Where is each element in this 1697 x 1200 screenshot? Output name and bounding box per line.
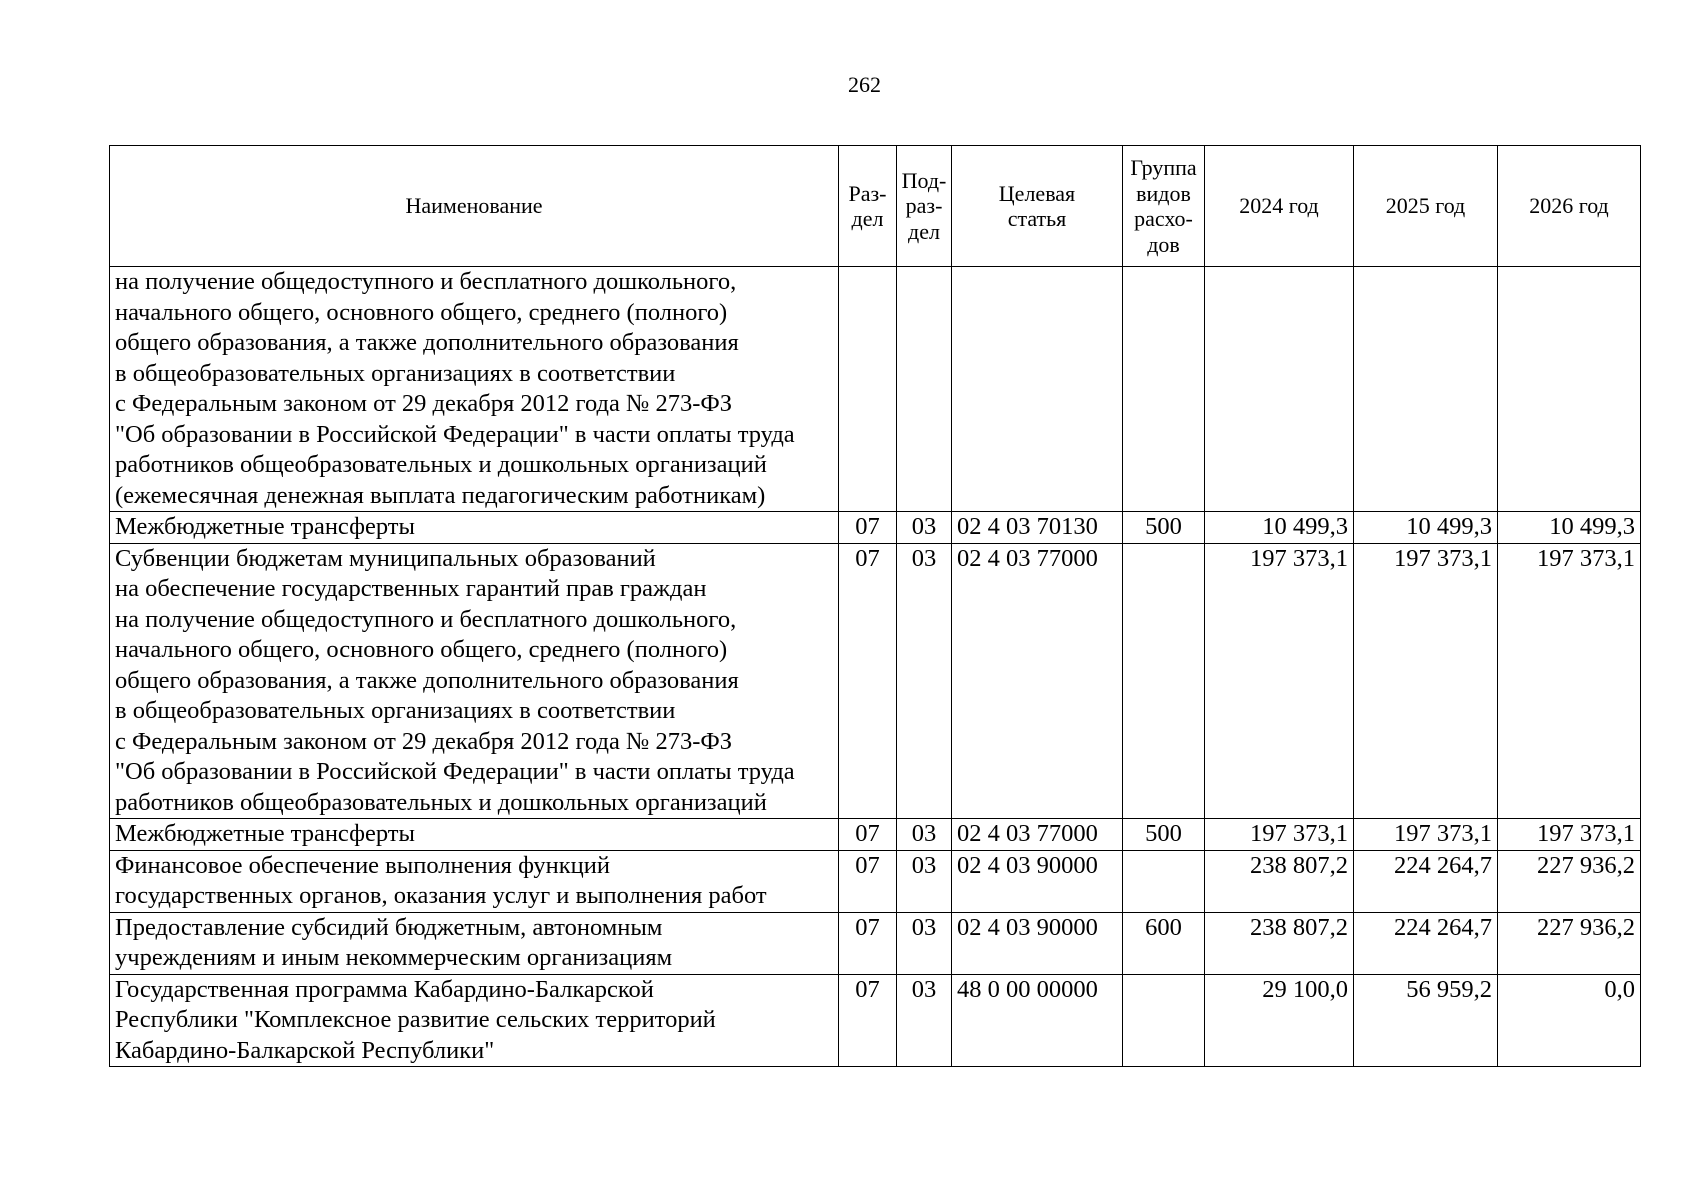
row-2026: 197 373,1 [1498, 819, 1641, 851]
row-group [1123, 267, 1205, 512]
row-2025: 56 959,2 [1354, 974, 1498, 1067]
row-section: 07 [839, 512, 897, 544]
row-target [952, 267, 1123, 512]
row-2026: 197 373,1 [1498, 543, 1641, 819]
budget-table [109, 145, 1641, 1067]
row-name: Субвенции бюджетам муниципальных образований на обеспечение государственных гарантий прав граждан на получение общедоступного и бесплатного дошкольного, начального общего, основного общего, среднего (полного) общего образования, а также дополнительного образования в общеобразовательных организациях в соответствии с Федеральным законом от 29 декабря 2012 года № 273-ФЗ "Об образовании в Российской Федерации" в части оплаты труда работников общеобразовательных и дошкольных организаций [110, 543, 839, 819]
table-row [110, 850, 1641, 912]
table-row [110, 543, 1641, 819]
row-2024: 238 807,2 [1205, 912, 1354, 974]
row-2026 [1498, 267, 1641, 512]
header-group: Группа видов расхо- дов [1123, 146, 1205, 267]
row-section: 07 [839, 543, 897, 819]
row-target: 48 0 00 00000 [952, 974, 1123, 1067]
row-2026: 0,0 [1498, 974, 1641, 1067]
row-2025: 197 373,1 [1354, 819, 1498, 851]
row-section: 07 [839, 974, 897, 1067]
table-row [110, 912, 1641, 974]
row-2024 [1205, 267, 1354, 512]
row-2026: 10 499,3 [1498, 512, 1641, 544]
row-group: 600 [1123, 912, 1205, 974]
row-section [839, 267, 897, 512]
row-subsection [897, 267, 952, 512]
row-group [1123, 850, 1205, 912]
header-target: Целевая статья [952, 146, 1123, 267]
table-row [110, 267, 1641, 512]
row-target: 02 4 03 77000 [952, 819, 1123, 851]
row-2025: 197 373,1 [1354, 543, 1498, 819]
row-group [1123, 543, 1205, 819]
table-header-row [110, 146, 1641, 267]
row-section: 07 [839, 912, 897, 974]
table-row [110, 974, 1641, 1067]
row-2024: 10 499,3 [1205, 512, 1354, 544]
row-2024: 29 100,0 [1205, 974, 1354, 1067]
table-row [110, 819, 1641, 851]
row-target: 02 4 03 70130 [952, 512, 1123, 544]
row-2024: 238 807,2 [1205, 850, 1354, 912]
row-2026: 227 936,2 [1498, 912, 1641, 974]
row-subsection: 03 [897, 912, 952, 974]
page-number: 262 [848, 72, 881, 97]
row-name: Финансовое обеспечение выполнения функций государственных органов, оказания услуг и выполнения работ [110, 850, 839, 912]
row-name: Государственная программа Кабардино-Балкарской Республики "Комплексное развитие сельских территорий Кабардино-Балкарской Республики" [110, 974, 839, 1067]
row-section: 07 [839, 819, 897, 851]
row-2025 [1354, 267, 1498, 512]
row-subsection: 03 [897, 512, 952, 544]
row-2026: 227 936,2 [1498, 850, 1641, 912]
row-group: 500 [1123, 512, 1205, 544]
header-section: Раз- дел [839, 146, 897, 267]
row-target: 02 4 03 77000 [952, 543, 1123, 819]
header-name: Наименование [110, 146, 839, 267]
row-section: 07 [839, 850, 897, 912]
row-group: 500 [1123, 819, 1205, 851]
row-name: Межбюджетные трансферты [110, 512, 839, 544]
row-2025: 224 264,7 [1354, 912, 1498, 974]
header-subsection: Под- раз- дел [897, 146, 952, 267]
row-subsection: 03 [897, 850, 952, 912]
row-name: на получение общедоступного и бесплатного дошкольного, начального общего, основного общего, среднего (полного) общего образования, а также дополнительного образования в общеобразовательных организациях в соответствии с Федеральным законом от 29 декабря 2012 года № 273-ФЗ "Об образовании в Российской Федерации" в части оплаты труда работников общеобразовательных и дошкольных организаций (ежемесячная денежная выплата педагогическим работникам) [110, 267, 839, 512]
row-subsection: 03 [897, 543, 952, 819]
header-2026: 2026 год [1498, 146, 1641, 267]
table-row [110, 512, 1641, 544]
row-target: 02 4 03 90000 [952, 912, 1123, 974]
row-subsection: 03 [897, 974, 952, 1067]
header-2024: 2024 год [1205, 146, 1354, 267]
row-2024: 197 373,1 [1205, 543, 1354, 819]
row-name: Межбюджетные трансферты [110, 819, 839, 851]
row-2025: 10 499,3 [1354, 512, 1498, 544]
row-2025: 224 264,7 [1354, 850, 1498, 912]
row-2024: 197 373,1 [1205, 819, 1354, 851]
row-target: 02 4 03 90000 [952, 850, 1123, 912]
row-group [1123, 974, 1205, 1067]
row-subsection: 03 [897, 819, 952, 851]
header-2025: 2025 год [1354, 146, 1498, 267]
row-name: Предоставление субсидий бюджетным, автономным учреждениям и иным некоммерческим организациям [110, 912, 839, 974]
